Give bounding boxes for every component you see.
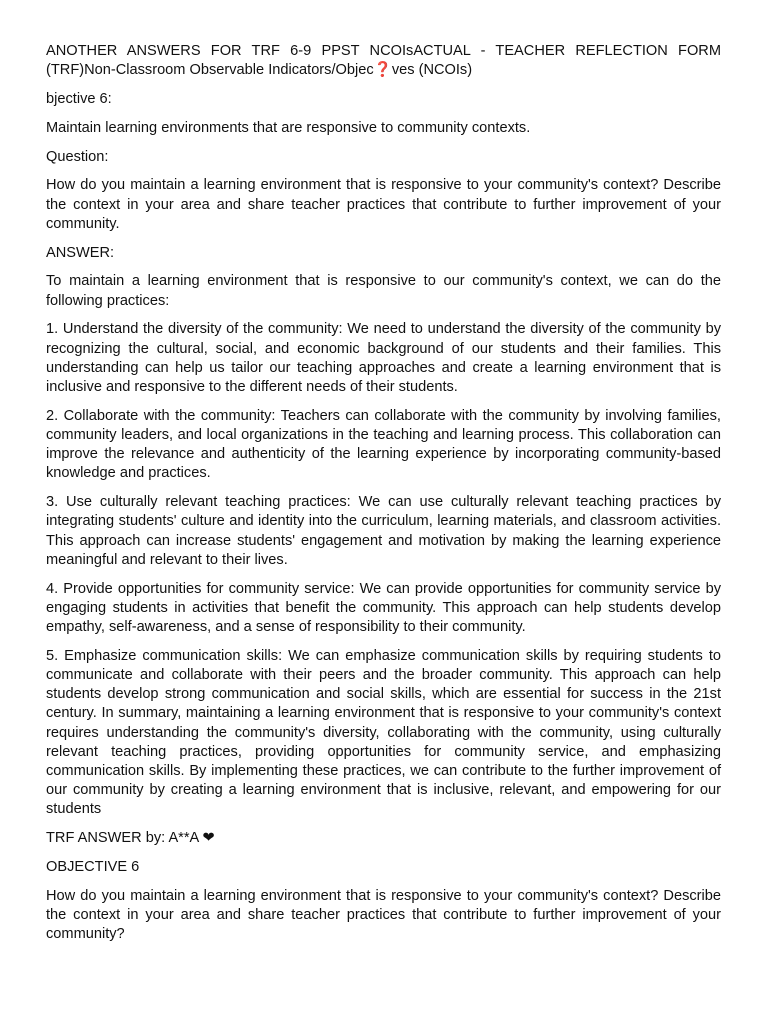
document-title: ANOTHER ANSWERS FOR TRF 6-9 PPST NCOIsACTUAL - TEACHER REFLECTION FORM (TRF)Non-Classroom Observable Indicators/Objec❓ves (NCOIs) (46, 43, 721, 79)
objective-heading: OBJECTIVE 6 (46, 859, 140, 876)
document-page (46, 42, 721, 954)
practice-item: 3. Use culturally relevant teaching practices: We can use culturally relevant teaching practices by integrating students' culture and identity into the curriculum, learning materials, and classroom activities. This approach can increase students' engagement and motivation by making the learning experience meaningful and relevant to their lives. (46, 494, 721, 568)
question-text: How do you maintain a learning environment that is responsive to your community's context? Describe the context in your area and share teacher practices that contribute to further improvement of your community. (46, 177, 721, 232)
practice-item: 1. Understand the diversity of the community: We need to understand the diversity of the community by recognizing the cultural, social, and economic background of our students and their families. This understanding can help us tailor our teaching approaches and create a learning environment that is inclusive and responsive to the different needs of their students. (46, 321, 721, 395)
practice-item: 4. Provide opportunities for community service: We can provide opportunities for community service by engaging students in activities that benefit the community. This approach can help students develop empathy, self-awareness, and a sense of responsibility to their community. (46, 580, 721, 636)
trf-answer-credit (46, 829, 721, 848)
answer-label: ANSWER: (46, 244, 115, 261)
question-label: Question: (46, 148, 109, 165)
heart-icon: ❤ (202, 830, 215, 847)
practice-item: 5. Emphasize communication skills: We can emphasize communication skills by requiring students to communicate and collaborate with their peers and the broader community. This approach can help students develop strong communication and social skills, which are essential for success in the 21st century. In summary, maintaining a learning environment that is responsive to your community's context requires understanding the community's diversity, collaborating with the community, using culturally relevant teaching practices, providing opportunities for community service, and emphasizing communication skills. By implementing these practices, we can contribute to the further improvement of our community by creating a learning environment that is inclusive, relevant, and empowering for our students (46, 647, 721, 818)
question-repeat: How do you maintain a learning environment that is responsive to your community's context? Describe the context in your area and share teacher practices that contribute to further improvement of your community? (46, 887, 721, 943)
objective-label: bjective 6: (46, 91, 112, 107)
objective-text: Maintain learning environments that are responsive to community contexts. (46, 119, 531, 136)
trf-answer-by: TRF ANSWER by: A**A (46, 830, 199, 847)
practice-item: 2. Collaborate with the community: Teachers can collaborate with the community by involving families, community leaders, and local organizations in the teaching and learning process. This collaboration can improve the relevance and authenticity of the learning experience by incorporating community-based knowledge and practices. (46, 407, 721, 482)
answer-intro: To maintain a learning environment that is responsive to our community's context, we can do the following practices: (46, 273, 721, 309)
